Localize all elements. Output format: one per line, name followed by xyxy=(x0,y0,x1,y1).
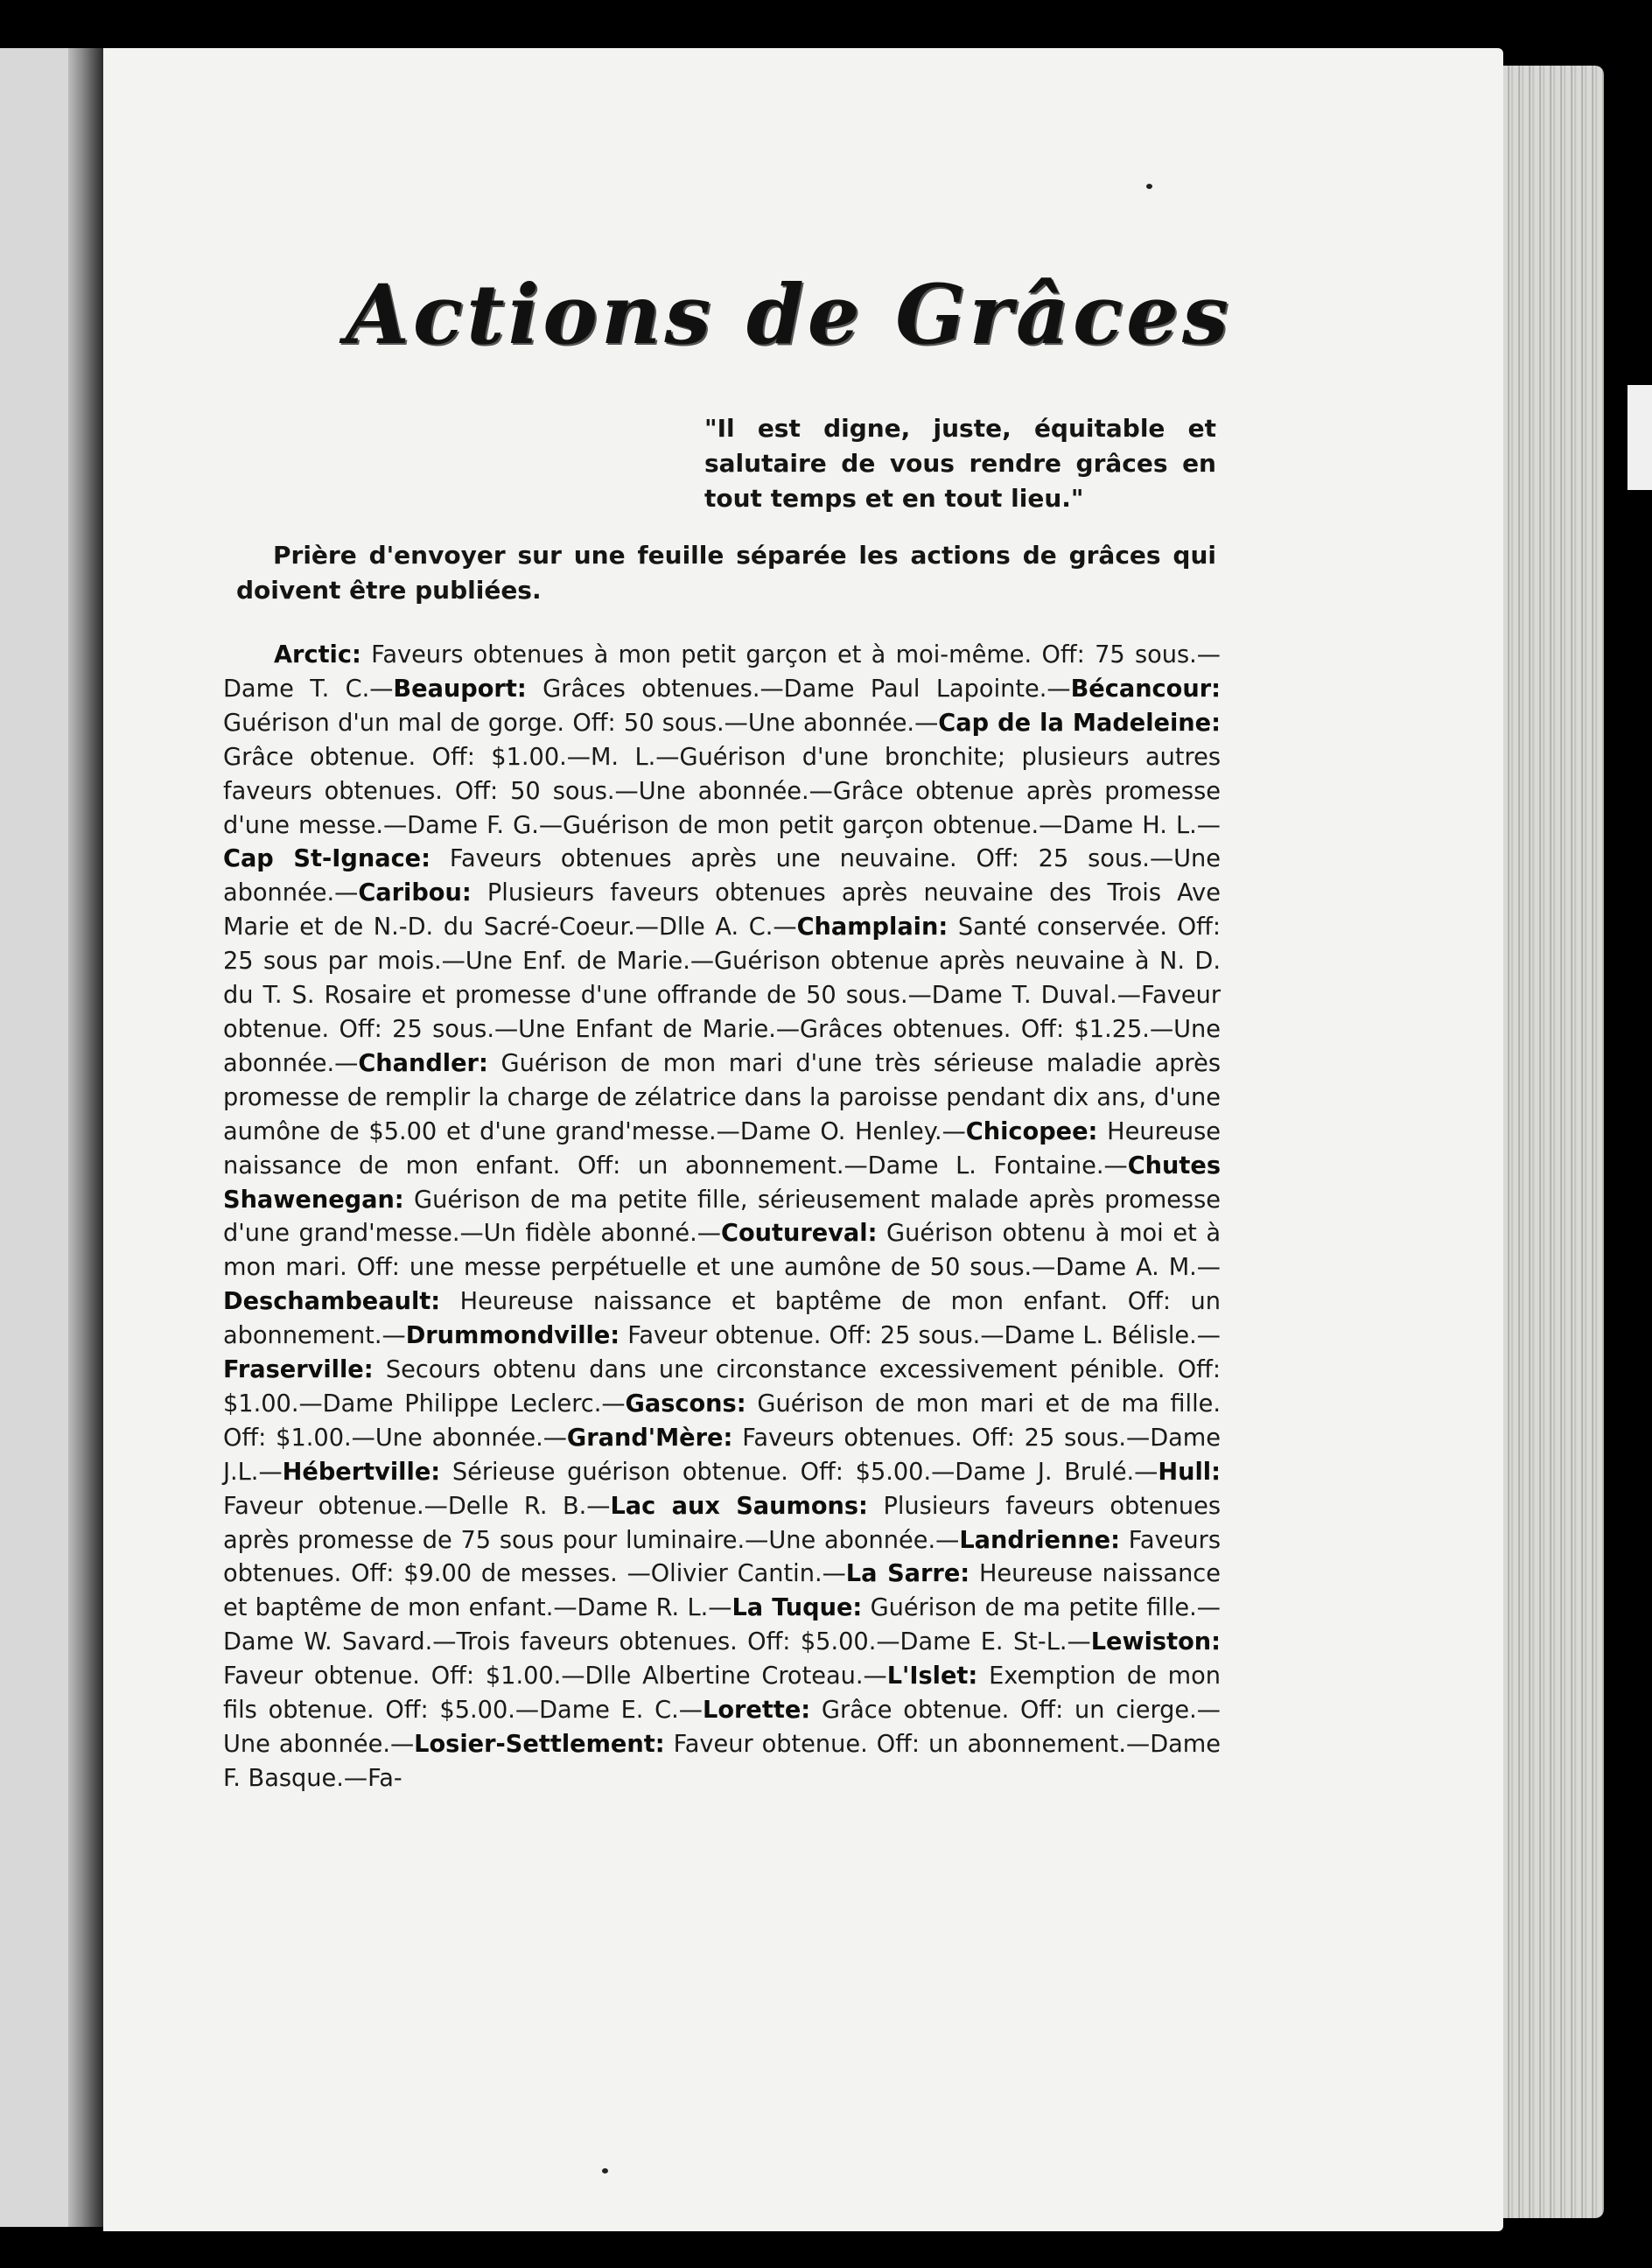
entry-place: Lac aux Saumons: xyxy=(610,1492,868,1520)
entry-text: Guérison de ma petite fille.—Dame W. Savard.—Trois faveurs obtenues. Off: $5.00.—Dame E. St-L.— xyxy=(223,1594,1221,1656)
entry-place: Lewiston: xyxy=(1090,1628,1221,1656)
entry-text: Guérison de ma petite fille, sérieusement malade après promesse d'une grand'messe.—Un fidèle abonné.— xyxy=(223,1186,1221,1248)
entry-place: Coutureval: xyxy=(721,1220,878,1248)
entry-text: Faveur obtenue. Off: 25 sous.—Dame L. Bélisle.— xyxy=(620,1322,1221,1350)
entry-text: Faveurs obtenues. Off: 25 sous.—Dame J.L.— xyxy=(223,1424,1221,1486)
epigraph-quote: "Il est digne, juste, équitable et salutaire de vous rendre grâces en tout temps et en tout lieu." xyxy=(704,414,1216,513)
entry-place: Drummondville: xyxy=(405,1322,620,1350)
edge-tab xyxy=(1628,385,1652,490)
entry-text: Faveurs obtenues après une neuvaine. Off: 25 sous.—Une abonnée.— xyxy=(223,845,1221,907)
entry-text: Faveurs obtenues. Off: $9.00 de messes. —Olivier Cantin.— xyxy=(223,1526,1221,1588)
entry-place: Champlain: xyxy=(796,914,948,942)
entry-text: Grâce obtenue. Off: un cierge.—Une abonnée.— xyxy=(223,1697,1221,1758)
page-stack-edges xyxy=(1503,66,1604,2218)
entry-place: Chutes Shawenegan: xyxy=(223,1152,1221,1214)
thanksgiving-entries xyxy=(223,639,1221,1796)
entry-place: Fraserville: xyxy=(223,1356,374,1384)
entry-place: La Tuque: xyxy=(732,1594,863,1622)
entry-text: Heureuse naissance et baptême de mon enfant.—Dame R. L.— xyxy=(223,1560,1221,1622)
left-page-edge xyxy=(0,48,103,2227)
page-title: Actions de Grâces xyxy=(346,267,1232,363)
entry-place: Hull: xyxy=(1158,1458,1221,1486)
entry-place: Losier-Settlement: xyxy=(414,1731,665,1758)
entry-place: Cap de la Madeleine: xyxy=(938,709,1221,737)
entry-text: Sérieuse guérison obtenue. Off: $5.00.—Dame J. Brulé.— xyxy=(440,1458,1158,1486)
book-spine xyxy=(68,48,103,2227)
entry-place: Beauport: xyxy=(393,675,527,703)
entry-text: Secours obtenu dans une circonstance excessivement pénible. Off: $1.00.—Dame Philippe Leclerc.— xyxy=(223,1356,1221,1418)
entry-text: Grâce obtenue. Off: $1.00.—M. L.—Guérison d'une bronchite; plusieurs autres faveurs obtenues. Off: 50 sous.—Une abonnée.—Grâce obtenue après promesse d'une messe.—Dame F. G.—Guérison de mon petit garçon obtenue.—Dame H. L.— xyxy=(223,743,1221,839)
entry-text: Guérison de mon mari et de ma fille. Off: $1.00.—Une abonnée.— xyxy=(223,1390,1221,1452)
entry-text: Faveur obtenue.—Delle R. B.— xyxy=(223,1492,611,1520)
entry-place: L'Islet: xyxy=(886,1662,978,1690)
entry-place: Chicopee: xyxy=(965,1117,1098,1145)
entry-text: Grâces obtenues.—Dame Paul Lapointe.— xyxy=(526,675,1071,703)
entry-place: La Sarre: xyxy=(845,1560,970,1588)
entry-place: Deschambeault: xyxy=(223,1288,441,1316)
submission-notice: Prière d'envoyer sur une feuille séparée les actions de grâces qui doivent être publiées. xyxy=(236,541,1216,605)
entry-text: Guérison de mon mari d'une très sérieuse maladie après promesse de remplir la charge de zélatrice dans la paroisse pendant dix ans, d'une aumône de $5.00 et d'une grand'messe.—Dame O. Henley.— xyxy=(223,1049,1221,1145)
entry-place: Lorette: xyxy=(703,1697,811,1725)
entry-place: Bécancour: xyxy=(1070,675,1221,703)
entry-text: Faveurs obtenues à mon petit garçon et à moi-même. Off: 75 sous.—Dame T. C.— xyxy=(223,641,1221,703)
scan-speck xyxy=(1146,184,1152,189)
scan-speck xyxy=(602,2168,608,2174)
entry-place: Hébertville: xyxy=(282,1458,441,1486)
entry-text: Heureuse naissance et baptême de mon enfant. Off: un abonnement.— xyxy=(223,1288,1221,1350)
entry-place: Landrienne: xyxy=(959,1526,1120,1554)
entry-text: Santé conservée. Off: 25 sous par mois.—Une Enf. de Marie.—Guérison obtenue après neuvaine à N. D. du T. S. Rosaire et promesse d'une offrande de 50 sous.—Dame T. Duval.—Faveur obtenue. Off: 25 sous.—Une Enfant de Marie.—Grâces obtenues. Off: $1.25.—Une abonnée.— xyxy=(223,914,1221,1077)
entry-text: Exemption de mon fils obtenue. Off: $5.00.—Dame E. C.— xyxy=(223,1662,1221,1725)
entry-text: Heureuse naissance de mon enfant. Off: un abonnement.—Dame L. Fontaine.— xyxy=(223,1117,1221,1180)
entry-text: Guérison obtenu à moi et à mon mari. Off: une messe perpétuelle et une aumône de 50 sous.—Dame A. M.— xyxy=(223,1220,1222,1282)
entry-text: Plusieurs faveurs obtenues après promesse de 75 sous pour luminaire.—Une abonnée.— xyxy=(223,1492,1221,1554)
entry-text: Faveur obtenue. Off: $1.00.—Dlle Albertine Croteau.— xyxy=(223,1662,887,1690)
entry-place: Gascons: xyxy=(625,1390,746,1418)
entry-place: Cap St-Ignace: xyxy=(223,845,430,873)
entry-place: Arctic: xyxy=(274,641,361,668)
entry-text: Guérison d'un mal de gorge. Off: 50 sous.—Une abonnée.— xyxy=(223,709,939,737)
entry-text: Faveur obtenue. Off: un abonnement.—Dame F. Basque.—Fa- xyxy=(223,1731,1222,1792)
entry-text: Plusieurs faveurs obtenues après neuvaine des Trois Ave Marie et de N.-D. du Sacré-Coeur.—Dlle A. C.— xyxy=(223,879,1221,942)
entry-place: Grand'Mère: xyxy=(566,1424,733,1452)
entry-place: Caribou: xyxy=(358,879,472,907)
entry-place: Chandler: xyxy=(358,1049,488,1077)
